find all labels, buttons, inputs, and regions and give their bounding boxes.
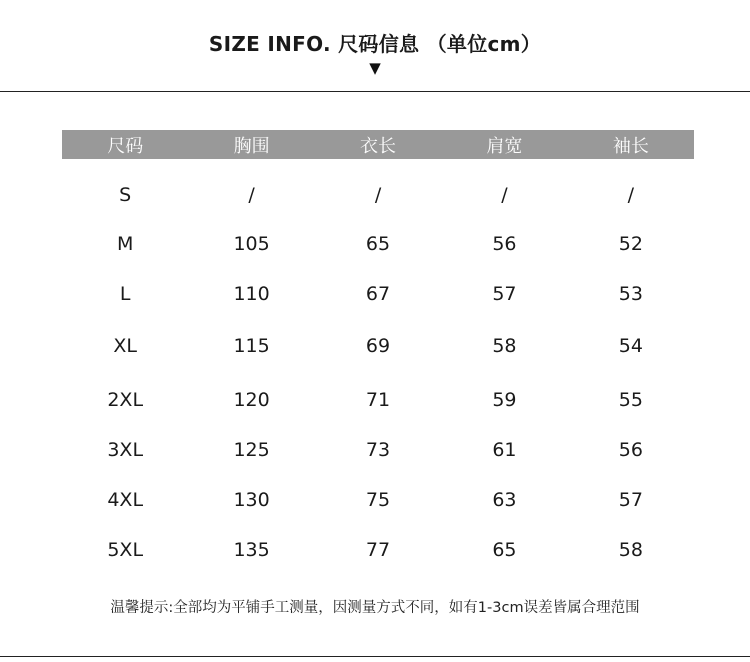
table-row (62, 279, 694, 309)
cell-shoulder: 61 (492, 439, 517, 461)
header-shoulder: 肩宽 (486, 135, 523, 157)
cell-size: 3XL (107, 439, 144, 461)
cell-size: 4XL (107, 489, 144, 511)
cell-length: 65 (365, 233, 391, 255)
cell-sleeve: 52 (618, 233, 643, 255)
cell-shoulder: 59 (492, 389, 517, 411)
cell-size: 2XL (107, 389, 144, 411)
cell-shoulder: 56 (492, 233, 517, 255)
cell-length: 69 (365, 335, 391, 357)
cell-size: 5XL (107, 539, 144, 561)
cell-length: 75 (365, 489, 391, 511)
table-row (62, 385, 694, 415)
cell-chest: 130 (233, 489, 270, 511)
cell-shoulder: / (501, 184, 508, 206)
table-row (62, 180, 694, 210)
size-table (62, 130, 694, 561)
cell-chest: 105 (233, 233, 270, 255)
cell-shoulder: 57 (492, 283, 517, 305)
cell-size: S (119, 184, 132, 206)
cell-chest: 125 (233, 439, 270, 461)
cell-size: XL (113, 335, 137, 357)
cell-chest: / (248, 184, 255, 206)
header-length: 衣长 (360, 135, 397, 157)
cell-length: 67 (365, 283, 391, 305)
cell-sleeve: / (627, 184, 635, 206)
header-size: 尺码 (107, 135, 144, 157)
cell-sleeve: 58 (618, 539, 643, 561)
measurement-note: 温馨提示:全部均为平铺手工测量，因测量方式不同，如有1-3cm误差皆属合理范围 (110, 600, 640, 616)
down-arrow-icon: ▼ (369, 59, 381, 77)
table-row (62, 435, 694, 465)
cell-length: 73 (365, 439, 391, 461)
table-header-row (62, 130, 694, 159)
cell-chest: 115 (233, 335, 270, 357)
cell-sleeve: 54 (618, 335, 643, 357)
header-chest: 胸围 (233, 135, 270, 157)
cell-size: M (117, 233, 134, 255)
table-row (62, 535, 694, 565)
cell-sleeve: 53 (618, 283, 643, 305)
cell-sleeve: 57 (618, 489, 643, 511)
header-sleeve: 袖长 (612, 135, 649, 157)
cell-length: / (374, 184, 382, 206)
cell-shoulder: 65 (492, 539, 517, 561)
cell-chest: 135 (233, 539, 270, 561)
cell-sleeve: 56 (618, 439, 643, 461)
cell-sleeve: 55 (618, 389, 643, 411)
cell-length: 71 (365, 389, 391, 411)
cell-shoulder: 63 (492, 489, 517, 511)
table-row (62, 229, 694, 259)
cell-size: L (119, 283, 131, 305)
page-title: SIZE INFO. 尺码信息 （单位cm） (208, 32, 542, 56)
cell-chest: 110 (233, 283, 270, 305)
top-divider (0, 91, 750, 92)
cell-chest: 120 (233, 389, 270, 411)
cell-shoulder: 58 (492, 335, 517, 357)
table-row (62, 485, 694, 515)
table-row (62, 331, 694, 361)
cell-length: 77 (365, 539, 391, 561)
bottom-divider (0, 656, 750, 657)
